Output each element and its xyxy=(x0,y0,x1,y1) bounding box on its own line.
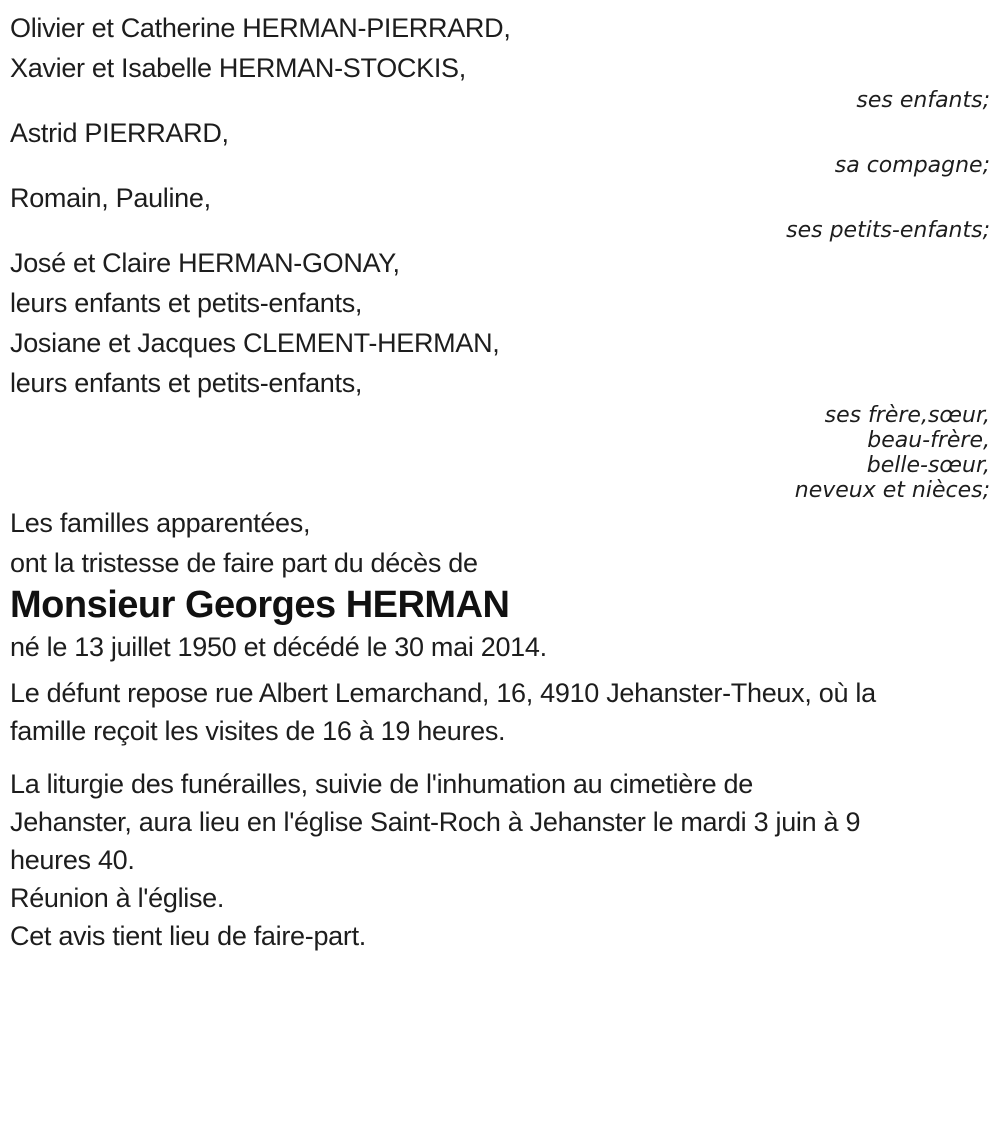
family-member-line: Olivier et Catherine HERMAN-PIERRARD, xyxy=(10,13,511,43)
ceremony-line: Jehanster, aura lieu en l'église Saint-Roch à Jehanster le mardi 3 juin à 9 xyxy=(10,807,861,837)
relation-label-sister-in-law: belle-sœur, xyxy=(866,453,990,478)
life-dates-line: né le 13 juillet 1950 et décédé le 30 mai 2014. xyxy=(10,632,547,662)
relation-label-brother-in-law: beau-frère, xyxy=(867,428,990,453)
relation-label-companion: sa compagne; xyxy=(834,153,990,178)
repose-line: famille reçoit les visites de 16 à 19 heures. xyxy=(10,716,506,746)
family-member-line: Astrid PIERRARD, xyxy=(10,118,229,148)
ceremony-paragraph xyxy=(10,765,990,879)
family-member-line: Josiane et Jacques CLEMENT-HERMAN, xyxy=(10,328,500,358)
closing-line: Cet avis tient lieu de faire-part. xyxy=(10,921,366,951)
family-member-line: José et Claire HERMAN-GONAY, xyxy=(10,248,400,278)
announcement-intro: ont la tristesse de faire part du décès de xyxy=(10,548,478,578)
relation-label-children: ses enfants; xyxy=(856,88,990,113)
repose-line: Le défunt repose rue Albert Lemarchand, 16, 4910 Jehanster-Theux, où la xyxy=(10,678,876,708)
family-member-line: Romain, Pauline, xyxy=(10,183,211,213)
relation-label-siblings: ses frère,sœur, xyxy=(824,403,990,428)
ceremony-line: heures 40. xyxy=(10,845,135,875)
related-families-line: Les familles apparentées, xyxy=(10,508,311,538)
relation-label-grandchildren: ses petits-enfants; xyxy=(786,218,990,243)
repose-paragraph xyxy=(10,674,990,750)
family-member-line: leurs enfants et petits-enfants, xyxy=(10,368,363,398)
meeting-line: Réunion à l'église. xyxy=(10,883,225,913)
ceremony-line: La liturgie des funérailles, suivie de l'inhumation au cimetière de xyxy=(10,769,753,799)
deceased-name-heading: Monsieur Georges HERMAN xyxy=(10,584,510,626)
family-member-line: Xavier et Isabelle HERMAN-STOCKIS, xyxy=(10,53,466,83)
relation-label-nephews-nieces: neveux et nièces; xyxy=(794,478,990,503)
family-member-line: leurs enfants et petits-enfants, xyxy=(10,288,363,318)
